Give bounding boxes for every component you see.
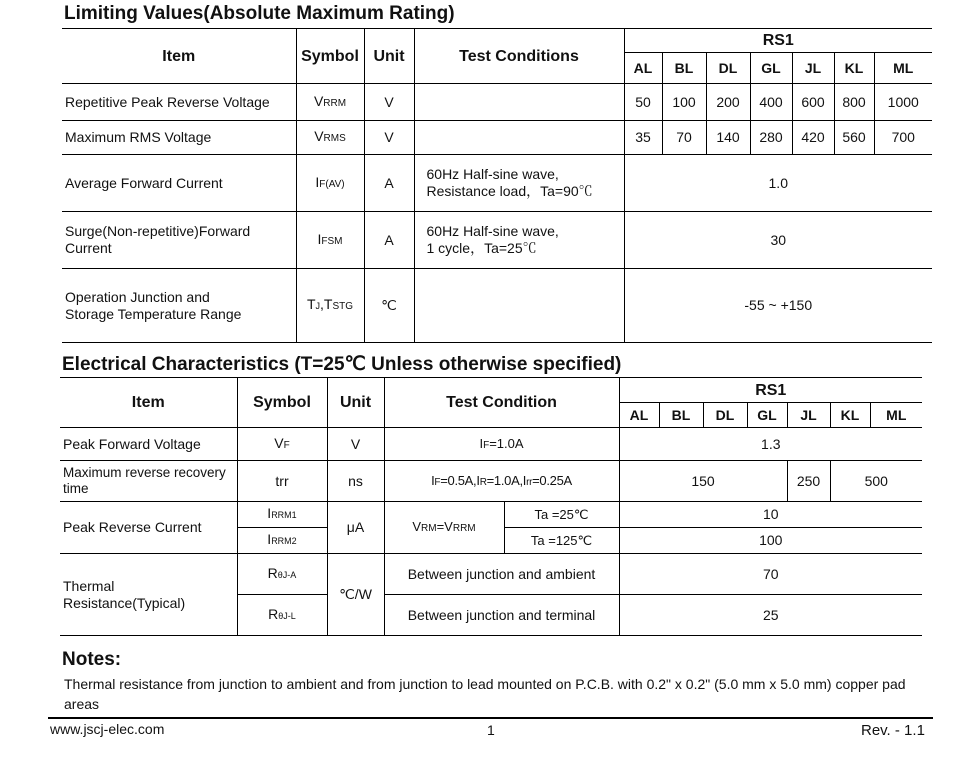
row-value: 280 [750, 121, 792, 155]
row-item: Maximum reverse recovery time [60, 461, 237, 502]
table-row [62, 84, 932, 121]
table-row [62, 269, 932, 343]
row-value: 150 [619, 461, 787, 502]
header-test-conditions: Test Conditions [414, 29, 624, 84]
grade-header: KL [830, 403, 870, 428]
row-condition-temp: Ta =125℃ [504, 528, 619, 554]
row-value: 250 [787, 461, 830, 502]
grade-header: JL [792, 53, 834, 84]
header-test-condition: Test Condition [384, 378, 619, 428]
row-unit: V [327, 428, 384, 461]
row-unit: V [364, 84, 414, 121]
row-symbol: RθJ-L [237, 595, 327, 636]
row-symbol: trr [237, 461, 327, 502]
table-row [60, 554, 922, 595]
row-condition: IF=0.5A,IR=1.0A,Irr=0.25A [384, 461, 619, 502]
header-part-number: RS1 [619, 378, 922, 403]
grade-header: GL [750, 53, 792, 84]
row-value: 140 [706, 121, 750, 155]
row-unit: ℃/W [327, 554, 384, 636]
row-value: 70 [619, 554, 922, 595]
row-item: Surge(Non-repetitive)Forward Current [62, 212, 296, 269]
notes-title: Notes: [62, 649, 122, 670]
table-row [60, 428, 922, 461]
row-symbol: VF [237, 428, 327, 461]
row-value: 25 [619, 595, 922, 636]
row-value: 1.3 [619, 428, 922, 461]
grade-header: KL [834, 53, 874, 84]
header-unit: Unit [364, 29, 414, 84]
footer-revision: Rev. - 1.1 [861, 722, 925, 739]
row-condition: Between junction and ambient [384, 554, 619, 595]
table-row [60, 461, 922, 502]
limiting-title: Limiting Values(Absolute Maximum Rating) [64, 3, 455, 24]
row-condition: VRM=VRRM [384, 502, 504, 554]
row-condition [414, 121, 624, 155]
row-symbol: RθJ-A [237, 554, 327, 595]
footer-website-link[interactable]: www.jscj-elec.com [50, 721, 165, 737]
row-value: 500 [830, 461, 922, 502]
electrical-title: Electrical Characteristics (T=25℃ Unless otherwise specified) [62, 354, 622, 375]
row-value: -55 ~ +150 [624, 269, 932, 343]
row-value: 600 [792, 84, 834, 121]
row-item: Operation Junction and Storage Temperature Range [62, 269, 296, 343]
header-item: Item [60, 378, 237, 428]
row-symbol: TJ,TSTG [296, 269, 364, 343]
row-value: 420 [792, 121, 834, 155]
row-condition: 60Hz Half-sine wave, Resistance load，Ta=90℃ [414, 155, 624, 212]
row-condition-temp: Ta =25℃ [504, 502, 619, 528]
grade-header: GL [747, 403, 787, 428]
grade-header: DL [706, 53, 750, 84]
row-symbol: VRMS [296, 121, 364, 155]
row-value: 800 [834, 84, 874, 121]
row-unit: V [364, 121, 414, 155]
row-value: 70 [662, 121, 706, 155]
grade-header: JL [787, 403, 830, 428]
header-symbol: Symbol [296, 29, 364, 84]
grade-header: BL [659, 403, 703, 428]
grade-header: ML [870, 403, 922, 428]
row-symbol: IRRM2 [237, 528, 327, 554]
row-value: 10 [619, 502, 922, 528]
row-value: 35 [624, 121, 662, 155]
grade-header: BL [662, 53, 706, 84]
row-value: 50 [624, 84, 662, 121]
row-unit: A [364, 212, 414, 269]
table-row [62, 121, 932, 155]
header-symbol: Symbol [237, 378, 327, 428]
grade-header: ML [874, 53, 932, 84]
footer-page-number: 1 [487, 722, 495, 738]
row-value: 30 [624, 212, 932, 269]
row-condition: Between junction and terminal [384, 595, 619, 636]
row-value: 560 [834, 121, 874, 155]
row-condition [414, 269, 624, 343]
header-item: Item [62, 29, 296, 84]
table-row [62, 155, 932, 212]
row-value: 1.0 [624, 155, 932, 212]
row-symbol: VRRM [296, 84, 364, 121]
row-value: 400 [750, 84, 792, 121]
header-part-number: RS1 [624, 29, 932, 53]
row-symbol: IFSM [296, 212, 364, 269]
row-unit: ℃ [364, 269, 414, 343]
notes-text: Thermal resistance from junction to ambient and from junction to lead mounted on P.C.B. with 0.2" x 0.2" (5.0 mm x 5.0 mm) copper pad areas [64, 676, 906, 712]
row-value: 100 [662, 84, 706, 121]
footer-divider [48, 717, 933, 719]
row-condition: 60Hz Half-sine wave, 1 cycle，Ta=25℃ [414, 212, 624, 269]
electrical-table [60, 377, 922, 636]
row-item: Thermal Resistance(Typical) [60, 554, 237, 636]
row-unit: A [364, 155, 414, 212]
header-unit: Unit [327, 378, 384, 428]
row-symbol: IRRM1 [237, 502, 327, 528]
row-item: Peak Reverse Current [60, 502, 237, 554]
row-unit: μA [327, 502, 384, 554]
row-value: 1000 [874, 84, 932, 121]
table-row [60, 502, 922, 528]
row-condition: IF=1.0A [384, 428, 619, 461]
grade-header: AL [624, 53, 662, 84]
grade-header: AL [619, 403, 659, 428]
row-value: 100 [619, 528, 922, 554]
row-item: Peak Forward Voltage [60, 428, 237, 461]
row-unit: ns [327, 461, 384, 502]
row-value: 700 [874, 121, 932, 155]
row-symbol: IF(AV) [296, 155, 364, 212]
grade-header: DL [703, 403, 747, 428]
row-item: Maximum RMS Voltage [62, 121, 296, 155]
row-condition [414, 84, 624, 121]
row-item: Average Forward Current [62, 155, 296, 212]
table-row [62, 212, 932, 269]
limiting-table [62, 28, 932, 343]
row-item: Repetitive Peak Reverse Voltage [62, 84, 296, 121]
row-value: 200 [706, 84, 750, 121]
